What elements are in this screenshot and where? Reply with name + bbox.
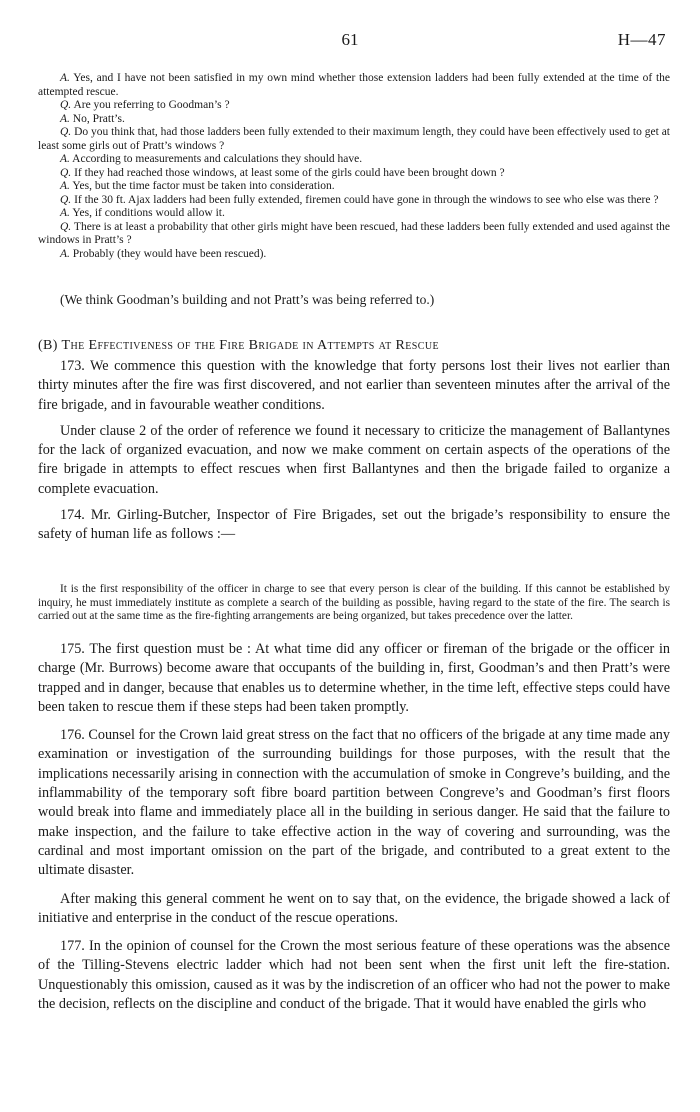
- testimony-line: Q. Are you referring to Goodman’s ?: [60, 99, 230, 111]
- editorial-note: (We think Goodman’s building and not Pratt’s was being referred to.): [60, 292, 435, 307]
- testimony-line: Q. There is at least a probability that other girls might have been rescued, had these ladders been fully extended and used against the windows in Pratt’s ?: [38, 220, 670, 246]
- body-text-lower: [38, 640, 670, 1023]
- page-number: 61: [341, 30, 359, 49]
- testimony-line: A. Yes, but the time factor must be taken into consideration.: [60, 180, 335, 192]
- body-text-upper: [38, 357, 670, 552]
- testimony-line: Q. If they had reached those windows, at least some of the girls could have been brought down ?: [60, 166, 505, 179]
- block-quote: [38, 583, 670, 624]
- testimony-line: A. Yes, and I have not been satisfied in my own mind whether those extension ladders had been fully extended at the time of the attempted rescue.: [38, 72, 670, 98]
- paragraph: Under clause 2 of the order of reference we found it necessary to criticize the management of Ballantynes for the lack of organized evacuation, and now we make comment on certain aspects of the operations of the fire brigade in attempts to effect rescues when first Ballantynes and then the brigade failed to organize a complete evacuation.: [38, 422, 670, 497]
- testimony-line: A. Probably (they would have been rescued).: [60, 247, 267, 260]
- paragraph: 177. In the opinion of counsel for the Crown the most serious feature of these operations was the absence of the Tilling-Stevens electric ladder which had not been sent when the first unit left the fire-station. Unquestionably this omission, caused as it was by the indiscretion of an officer who had not the power to make the decision, reflects on the discipline and conduct of the brigade. That it would have enabled the girls who: [38, 938, 670, 1013]
- testimony-line: A. Yes, if conditions would allow it.: [60, 207, 225, 219]
- paragraph: 174. Mr. Girling-Butcher, Inspector of Fire Brigades, set out the brigade’s responsibility to ensure the safety of human life as follows :—: [38, 507, 670, 543]
- paragraph: After making this general comment he went on to say that, on the evidence, the brigade showed a lack of initiative and enterprise in the conduct of the rescue operations.: [38, 890, 670, 926]
- testimony-line: A. According to measurements and calculations they should have.: [60, 153, 363, 165]
- testimony-line: Q. If the 30 ft. Ajax ladders had been fully extended, firemen could have gone in through the windows to see who else was there ?: [60, 193, 659, 206]
- paragraph: 176. Counsel for the Crown laid great stress on the fact that no officers of the brigade at any time made any examination or investigation of the surrounding buildings for those purposes, with the result that the implications necessarily arising in connection with the accumulation of smoke in Congreve’s building, and the inflammability of the temporary soft fibre board partition between Congreve’s and Goodman’s first floors would break into flame and immediately place all in the building in serious danger. He said that the failure to make inspection, and the failure to take effective action in the way of covering and surrounding, was the cardinal and most important omission on the part of the brigade, and contributed to a great extent to the ultimate disaster.: [38, 727, 670, 879]
- paragraph: 175. The first question must be : At what time did any officer or fireman of the brigade or the officer in charge (Mr. Burrows) become aware that occupants of the building in, first, Goodman’s and then Pratt’s were trapped and in danger, because that enables us to determine whether, in the time left, effective steps could have been taken to rescue them if these steps had been taken promptly.: [38, 641, 670, 715]
- report-code: H—47: [617, 30, 666, 49]
- quote-text: It is the first responsibility of the officer in charge to see that every person is clear of the building. If this cannot be established by inquiry, he must immediately institute as complete a search of the building as possible, having regard to the state of the fire. The search is carried out at the same time as the fire-fighting arrangements are being organized, but takes precedence over the latter.: [38, 583, 670, 622]
- section-heading: (B) The Effectiveness of the Fire Brigade in Attempts at Rescue: [38, 338, 439, 353]
- testimony-line: Q. Do you think that, had those ladders been fully extended to their maximum length, they could have been effectively used to get at least some girls out of Pratt’s windows ?: [38, 126, 670, 152]
- paragraph: 173. We commence this question with the knowledge that forty persons lost their lives not earlier than thirty minutes after the fire was first discovered, and not earlier than seventeen minutes after the arrival of the fire brigade, and in favourable weather conditions.: [38, 358, 670, 413]
- testimony-block: [38, 72, 670, 261]
- testimony-line: A. No, Pratt’s.: [60, 112, 125, 125]
- page-header: [0, 30, 700, 54]
